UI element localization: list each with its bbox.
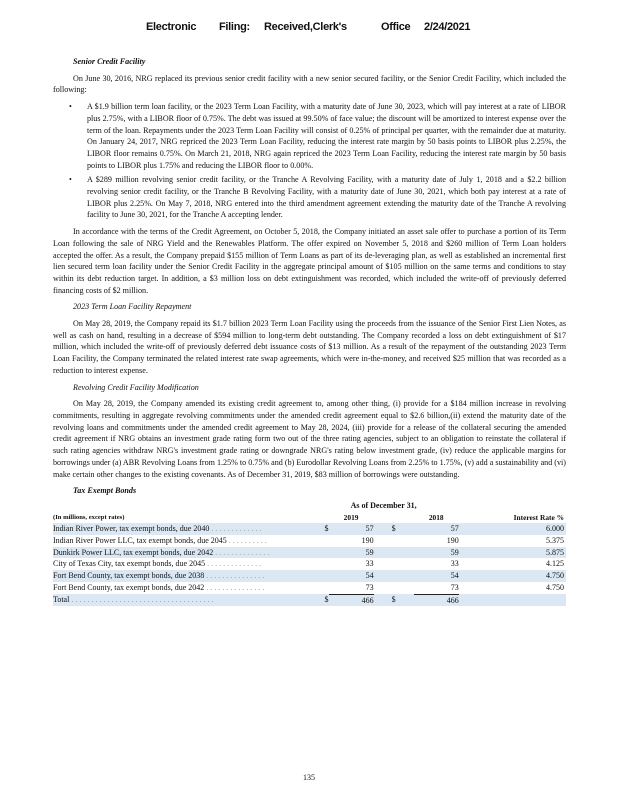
value-2018: 190 — [446, 536, 459, 546]
list-item — [53, 174, 566, 221]
table-row: Indian River Power LLC, tax exempt bonds, due 2045 . . . . . . . . . . 190 190 5.375 — [53, 536, 564, 546]
header-electronic: Electronic — [146, 21, 197, 33]
total-row: Total . . . . . . . . . . . . . . . . . . . . . . . . . . . . . . . . . . . . $ 466 $ 466 — [53, 594, 566, 606]
interest-rate: 4.125 — [546, 559, 564, 569]
col-2019-header: 2019 — [343, 512, 359, 522]
bond-name: City of Texas City, tax exempt bonds, due 2045 — [53, 559, 206, 569]
dollar-sign: $ — [288, 594, 328, 606]
table-row: Fort Bend County, tax exempt bonds, due 2042 . . . . . . . . . . . . . . . 73 73 4.750 — [53, 582, 564, 593]
value-2019: 59 — [329, 547, 374, 559]
bullet-text: A $289 million revolving senior credit facility, or the Tranche A Revolving Facility, with a maturity date of July 1, 2018 and a $2.2 billion revolving senior credit facility, or the Tranche B Revolving Facility, with a maturity date of June 30, 2021, which both pay interest at a rate of LIBOR plus 2.25%. On May 7, 2018, NRG entered into the third amendment agreement extending the maturity date of the Tranche A revolving facility to June 30, 2021, for the Tranche A accepting lender. — [87, 175, 566, 220]
senior-credit-intro: On June 30, 2016, NRG replaced its previous senior credit facility with a new senior secured facility, or the Senior Credit Facility, which included the following: — [53, 73, 566, 95]
bond-name: Fort Bend County, tax exempt bonds, due 2042 — [53, 583, 205, 593]
bond-name: Indian River Power LLC, tax exempt bonds, due 2045 — [53, 536, 227, 546]
interest-rate: 5.875 — [459, 547, 566, 559]
value-2019: 190 — [361, 536, 374, 546]
bond-name: Dunkirk Power LLC, tax exempt bonds, due 2042 — [53, 547, 214, 557]
value-2019: 57 — [329, 523, 374, 535]
revolving-paragraph: On May 28, 2019, the Company amended its existing credit agreement to, among other thing, (i) provide for a $184 million increase in revolving commitments, resulting in aggregate revolving commitments under the amended credit agreement equal to $2.6 billion,(ii) extend the maturity date of the revolving loans and commitments under the amended credit agreement to May 28, 2024, (iii) provide for a release of the collateral securing the amended credit agreement if NRG obtains an investment grade rating form two out of the three rating agencies, subject to an obligation to reinstate the collateral if such rating agencies withdraw NRG's investment grade rating or downgrade NRG's rating below investment grade, (iv) reduce the applicable margins for borrowings under (a) ABR Revolving Loans from 1.25% to 0.75% and (b) Eurodollar Revolving Loans from 2.25% to 1.75%, (v) add a sustainability and (vi) make certain other changes to the existing covenants. As of December 31, 2019, $83 million of borrowings were outstanding. — [53, 399, 566, 479]
header-date: 2/24/2021 — [424, 21, 471, 33]
value-2019: 33 — [365, 559, 374, 569]
value-2019: 73 — [329, 582, 374, 594]
bullet-icon: • — [69, 102, 72, 112]
revolving-heading: Revolving Credit Facility Modification — [73, 382, 199, 392]
bond-name: Fort Bend County, tax exempt bonds, due 2038 — [53, 571, 205, 581]
table-row: Indian River Power, tax exempt bonds, due 2040 . . . . . . . . . . . . . $ 57 $ 57 6.000 — [53, 524, 564, 534]
value-2019: 54 — [329, 570, 374, 582]
col-2018-header: 2018 — [428, 512, 444, 522]
interest-rate: 6.000 — [459, 523, 566, 535]
tax-exempt-table — [53, 500, 566, 606]
dollar-sign: $ — [288, 523, 328, 535]
total-label: Total — [53, 595, 70, 605]
table-row: Dunkirk Power LLC, tax exempt bonds, due 2042 . . . . . . . . . . . . . . 59 59 5.875 — [53, 547, 564, 557]
value-2018: 73 — [414, 582, 459, 594]
repayment-heading: 2023 Term Loan Facility Repayment — [73, 302, 192, 312]
senior-credit-heading: Senior Credit Facility — [73, 57, 146, 66]
dollar-sign: $ — [374, 523, 414, 535]
interest-rate: 4.750 — [546, 583, 564, 593]
bullet-icon: • — [69, 175, 72, 185]
total-2019: 466 — [329, 594, 374, 606]
total-2018: 466 — [414, 594, 459, 606]
table-row: Fort Bend County, tax exempt bonds, due 2038 . . . . . . . . . . . . . . . 54 54 4.750 — [53, 571, 564, 581]
list-item — [53, 101, 566, 171]
bullet-text: A $1.9 billion term loan facility, or the 2023 Term Loan Facility, with a maturity date of June 30, 2023, which will pay interest at a rate of LIBOR plus 2.75%, with a LIBOR floor of 0.75%. The debt was issued at 99.50% of face value; the discount will be amortized to interest expense over the term of the loan. Repayments under the 2023 Term Loan Facility will consist of 0.25% of principal per quarter, with the remainder due at maturity. On January 24, 2017, NRG repriced the 2023 Term Loan Facility, reducing the interest rate margin by 50 basis points to LIBOR plus 2.25%, the LIBOR floor remains 0.75%. On March 21, 2018, NRG again repriced the 2023 Term Loan Facility, reducing the interest rate margin by 50 basis points to LIBOR plus 1.75% and reducing the LIBOR floor to 0.00%. — [87, 102, 566, 170]
page-content — [53, 56, 566, 606]
asset-sale-paragraph: In accordance with the terms of the Credit Agreement, on October 5, 2018, the Company initiated an asset sale offer to purchase a portion of its Term Loan following the sale of NRG Yield and the Renewables Platform. The offer expired on November 5, 2018 and $260 million of Term Loan holders accepted the offer. As a result, the Company prepaid $155 million of Term Loans as part of its de-leveraging plan, as well as established an incremental first lien secured term loan facility under the Senior Credit Facility in the aggregate principal amount of $105 million on the same terms and conditions to stay within its debt reduction target. In addition, a $3 million loss on debt extinguishment was recorded, which included the write-off of previously deferred financing costs of $2 million. — [53, 227, 566, 295]
dollar-sign: $ — [374, 594, 414, 606]
value-2018: 57 — [414, 523, 459, 535]
interest-rate: 4.750 — [459, 570, 566, 582]
header-filing: Filing: — [219, 21, 250, 33]
value-2018: 59 — [414, 547, 459, 559]
interest-rate: 5.375 — [546, 536, 564, 546]
col-label-header: (In millions, except rates) — [53, 513, 125, 521]
repayment-paragraph: On May 28, 2019, the Company repaid its $1.7 billion 2023 Term Loan Facility using the proceeds from the issuance of the Senior First Lien Notes, as well as cash on hand, resulting in a decrease of $594 million to long-term debt outstanding. The Company recorded a loss on debt extinguishment of $17 million, which included the write-off of previously deferred debt issuance costs of $13 million. As a result of the repayment of the outstanding 2023 Term Loan Facility, the Company terminated the related interest rate swap agreements, which were in-the-money, and received $25 million that was recorded as a reduction to interest expense. — [53, 319, 566, 375]
value-2018: 33 — [450, 559, 459, 569]
bond-name: Indian River Power, tax exempt bonds, due 2040 — [53, 524, 210, 534]
tax-exempt-heading: Tax Exempt Bonds — [73, 486, 137, 496]
header-received: Received,Clerk's — [264, 21, 347, 33]
value-2018: 54 — [414, 570, 459, 582]
header-office: Office — [381, 21, 411, 33]
table-row: City of Texas City, tax exempt bonds, due 2045 . . . . . . . . . . . . . . 33 33 4.125 — [53, 559, 564, 569]
page-number: 135 — [303, 773, 315, 782]
senior-credit-bullets — [53, 101, 566, 221]
col-rate-header: Interest Rate % — [513, 512, 564, 522]
as-of-header: As of December 31, — [350, 500, 417, 510]
